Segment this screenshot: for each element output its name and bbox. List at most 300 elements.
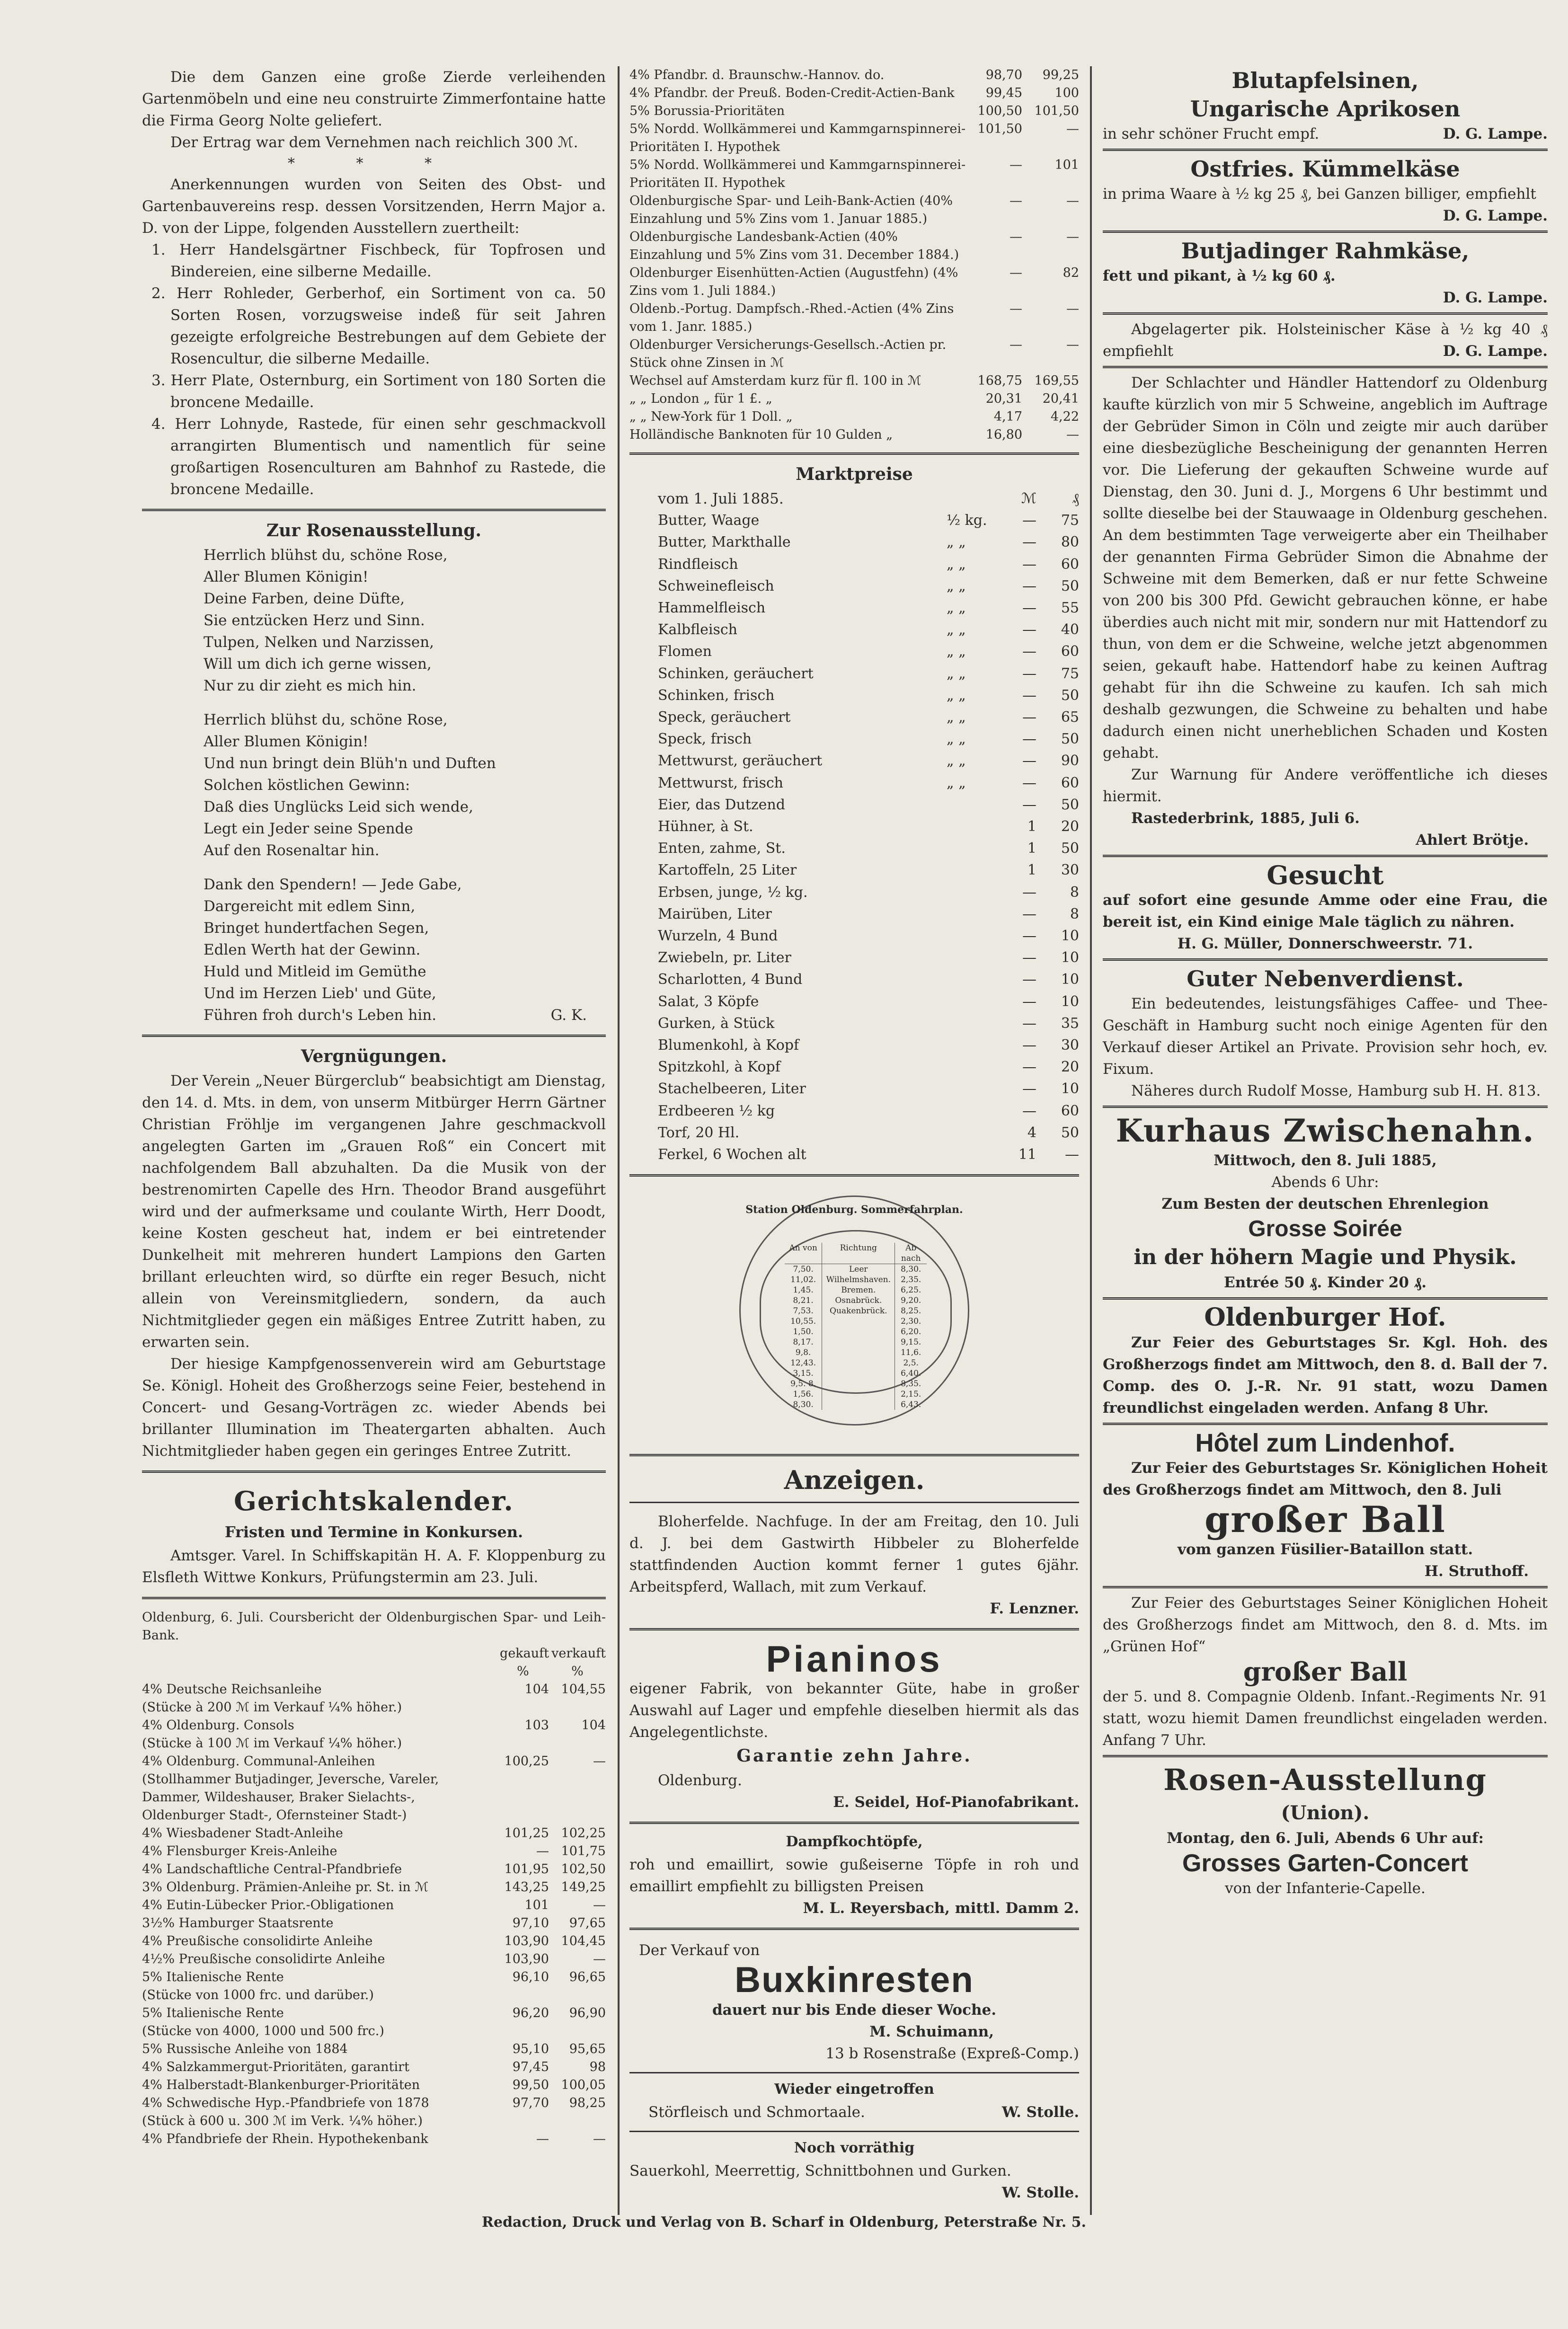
stamp-col-header: An von	[785, 1243, 822, 1264]
bond-sold	[549, 1771, 606, 1824]
market-mark: 1	[1027, 818, 1036, 835]
market-item: Butter, Waage	[658, 512, 760, 529]
bond-name: 5% Italienische Rente	[142, 1970, 284, 1984]
ad-buxkin-text: dauert nur bis Ende dieser Woche.	[712, 2001, 997, 2019]
coursbericht-table	[142, 1645, 606, 1681]
bond-bought: —	[1010, 337, 1022, 352]
column-rule	[1090, 66, 1092, 2215]
market-pfennig: 55	[1061, 600, 1079, 617]
marktpreise-rows	[629, 510, 1079, 1166]
market-unit: ½ kg.	[947, 512, 987, 529]
market-mark: —	[1022, 731, 1036, 748]
ad-signature: E. Seidel, Hof-Pianofabrikant.	[833, 1794, 1079, 1811]
bond-row	[629, 372, 1079, 390]
bond-bought: 97,10	[512, 1916, 549, 1931]
bond-bought: —	[1010, 158, 1022, 172]
bond-name: 4% Salzkammergut-Prioritäten, garantirt	[142, 2060, 409, 2074]
stamp-departures: 8,30. 2,35. 6,25. 9,20. 8,25. 2,30. 6,20. 9,15. 11,6. 2,5. 6,40. 8,35. 2,15. 6,43.	[895, 1264, 927, 1410]
poem-title: Zur Rosenausstellung.	[266, 521, 482, 540]
ad-lindenhof	[1103, 1429, 1548, 1588]
bond-row	[142, 1932, 606, 1950]
bond-name: Oldenburger Versicherungs-Gesellsch.-Actien pr. Stück ohne Zinsen in ℳ	[629, 337, 947, 370]
bond-bought: 97,45	[512, 2060, 549, 2074]
market-row	[629, 597, 1079, 619]
ad-text: vom ganzen Füsilier-Bataillon statt.	[1177, 1541, 1473, 1558]
bond-name: Wechsel auf Amsterdam kurz für fl. 100 in ℳ	[629, 373, 921, 388]
market-pfennig: 30	[1061, 862, 1079, 879]
marktpreise-subtitle: vom 1. Juli 1885.	[658, 490, 784, 507]
market-pfennig: 60	[1061, 643, 1079, 660]
bond-sold: 101,75	[561, 1844, 606, 1859]
market-item: Rindfleisch	[658, 556, 738, 573]
bond-name: 4% Deutsche Reichsanleihe	[142, 1682, 322, 1697]
vergnuegungen-paragraph: Der hiesige Kampfgenossenverein wird am Geburtstage Se. Königl. Hoheit des Großherzogs seine Feier, bestehend in Concert- und Gesang-Vorträgen zc. wieder Abends bei brillanter Illumination im Theatergarten abhalten. Auch Nichtmitglieder haben gegen ein geringes Entree Zutritt.	[142, 1355, 606, 1460]
market-item: Hühner, à St.	[658, 818, 753, 835]
bond-row	[629, 390, 1079, 408]
ad-text: Näheres durch Rudolf Mosse, Hamburg sub H. H. 813.	[1131, 1082, 1541, 1099]
bond-bought: 97,70	[512, 2096, 549, 2110]
stamp-timetable	[760, 1230, 952, 1410]
divider	[629, 1454, 1079, 1456]
market-item: Scharlotten, 4 Bund	[658, 971, 803, 988]
bond-row	[629, 300, 1079, 336]
market-mark: —	[1022, 1059, 1036, 1076]
market-pfennig: 50	[1061, 577, 1079, 594]
poem-line: Solchen köstlichen Gewinn:	[204, 777, 410, 794]
bond-bought: —	[1010, 301, 1022, 316]
market-row	[629, 947, 1079, 969]
ertrag-paragraph: Der Ertrag war dem Vernehmen nach reichlich 300 ℳ.	[170, 134, 578, 151]
market-item: Ferkel, 6 Wochen alt	[658, 1146, 806, 1163]
ad-title: Oldenburger Hof.	[1204, 1303, 1446, 1332]
poem-line: Aller Blumen Königin!	[204, 733, 369, 750]
market-mark: —	[1022, 577, 1036, 594]
market-mark: —	[1022, 534, 1036, 551]
bond-bought	[497, 2112, 549, 2130]
bond-bought	[497, 1735, 549, 1753]
vergnuegungen-title: Vergnügungen.	[301, 1046, 447, 1066]
market-unit	[947, 1056, 1003, 1078]
market-item: Stachelbeeren, Liter	[658, 1080, 806, 1098]
market-item: Mettwurst, frisch	[658, 774, 784, 791]
bond-name: 4% Halberstadt-Blankenburger-Prioritäten	[142, 2078, 420, 2092]
bond-row	[629, 264, 1079, 300]
anzeigen-title: Anzeigen.	[784, 1465, 925, 1496]
market-unit: „ „	[947, 534, 966, 551]
bond-bought: 4,17	[993, 409, 1022, 424]
bond-bought: 96,10	[512, 1970, 549, 1984]
poem-line: Tulpen, Nelken und Narzissen,	[204, 634, 434, 651]
market-row	[629, 707, 1079, 728]
poem-signature: G. K.	[550, 1007, 587, 1024]
bond-bought: —	[1010, 194, 1022, 208]
ad-pianinos-town: Oldenburg.	[658, 1772, 742, 1789]
market-item: Schinken, geräuchert	[658, 665, 814, 682]
ad-bloherfelde: Bloherfelde. Nachfuge. In der am Freitag, den 10. Juli d. J. bei dem Gastwirth Hibbeler zu Bloherfelde stattfindenden Auction kommt ferner 1 gutes 6jähr. Arbeitspferd, Wallach, mit zum Verkauf.	[629, 1513, 1079, 1596]
bond-name: (Stollhammer Butjadinger, Jeversche, Vareler, Dammer, Wildeshauser, Braker Sielachts-, Oldenburger Stadt-, Ofernsteiner Stadt-)	[142, 1772, 439, 1823]
bond-bought: —	[1010, 230, 1022, 244]
bond-row	[629, 408, 1079, 426]
bond-bought: —	[536, 2132, 549, 2146]
poem-line: Auf den Rosenaltar hin.	[204, 842, 380, 859]
ad-text: Abgelagerter pik. Holsteinischer Käse à ½ kg 40 ₰ empfiehlt	[1103, 321, 1548, 360]
market-mark: —	[1022, 774, 1036, 791]
col-header: verkauft	[551, 1646, 606, 1661]
bond-row	[629, 84, 1079, 102]
bond-name: Oldenb.-Portug. Dampfsch.-Rhed.-Actien (4% Zins vom 1. Janr. 1885.)	[629, 301, 954, 334]
market-unit: „ „	[947, 556, 966, 573]
market-item: Butter, Markthalle	[658, 534, 791, 551]
bond-bought: 143,25	[504, 1880, 549, 1895]
bond-row	[142, 1824, 606, 1842]
bond-bought: 103,90	[504, 1934, 549, 1948]
ad-wieder-title: Wieder eingetroffen	[774, 2081, 934, 2098]
bond-bought: 95,10	[512, 2042, 549, 2056]
ad-signature: D. G. Lampe.	[1443, 289, 1548, 306]
market-mark: —	[1022, 709, 1036, 726]
market-unit: „ „	[947, 709, 966, 726]
bond-bought: 101,50	[977, 122, 1022, 136]
market-unit: „ „	[947, 731, 966, 748]
market-item: Wurzeln, 4 Bund	[658, 928, 778, 945]
market-unit	[947, 1035, 1003, 1056]
divider	[629, 1822, 1079, 1824]
market-pfennig: 50	[1061, 731, 1079, 748]
ad-text: Ein bedeutendes, leistungsfähiges Caffee- und Thee-Geschäft in Hamburg sucht noch einige Agenten für den Verkauf dieser Artikel an Private. Provision sehr hoch, ev. Fixum.	[1103, 995, 1548, 1078]
timetable-stamp	[739, 1195, 969, 1426]
market-row	[629, 728, 1079, 750]
market-row	[629, 750, 1079, 772]
ad-title: Ostfries. Kümmelkäse	[1190, 156, 1460, 182]
bond-bought: 99,45	[985, 86, 1022, 100]
market-unit	[947, 794, 1003, 816]
poem-line: Dank den Spendern! — Jede Gabe,	[204, 876, 462, 893]
market-row	[629, 1144, 1079, 1166]
market-mark: —	[1022, 1080, 1036, 1098]
bond-row	[142, 1735, 606, 1753]
bond-row	[142, 2094, 606, 2112]
bond-sold	[549, 1699, 606, 1717]
market-row	[629, 794, 1079, 816]
ad-kuemmelkaese	[1103, 155, 1548, 233]
bond-sold	[549, 1986, 606, 2004]
divider	[142, 1470, 606, 1473]
bond-sold: 100,05	[561, 2078, 606, 2092]
col-header: %	[571, 1664, 584, 1679]
market-mark: —	[1022, 600, 1036, 617]
market-mark: 4	[1027, 1124, 1036, 1141]
ad-signature: M. Schuimann,	[869, 2023, 994, 2041]
bond-sold: 169,55	[1034, 373, 1079, 388]
divider	[142, 1035, 606, 1037]
market-unit: „ „	[947, 577, 966, 594]
ad-text: Zur Feier des Geburtstages Seiner Königlichen Hoheit des Großherzogs findet am Mittwoch, den 8. d. Mts. im „Grünen Hof“	[1103, 1594, 1548, 1655]
market-row	[629, 838, 1079, 859]
market-pfennig: 90	[1061, 753, 1079, 770]
bond-row	[142, 2022, 606, 2040]
col-header: gekauft	[500, 1646, 549, 1661]
col-header: ₰	[1072, 490, 1079, 507]
bond-sold: 95,65	[569, 2042, 606, 2056]
market-unit: „ „	[947, 665, 966, 682]
ad-title: Blutapfelsinen,	[1231, 68, 1419, 93]
bond-sold: 99,25	[1042, 68, 1079, 82]
ad-title: Rosen-Ausstellung	[1163, 1762, 1487, 1797]
market-item: Spitzkohl, à Kopf	[658, 1059, 780, 1076]
gerichtskalender-subtitle: Fristen und Termine in Konkursen.	[224, 1523, 523, 1541]
bond-row	[629, 120, 1079, 156]
bond-row	[142, 1986, 606, 2004]
bond-row	[142, 1842, 606, 1860]
market-pfennig: 60	[1061, 1102, 1079, 1119]
ad-holsteinischer	[1103, 319, 1548, 368]
stamp-directions: Leer Wilhelmshaven. Bremen. Osnabrück. Quakenbrück.	[822, 1264, 895, 1410]
bond-name: 4% Preußische consolidirte Anleihe	[142, 1934, 373, 1948]
market-unit	[947, 1078, 1003, 1100]
bond-sold: —	[1066, 230, 1079, 244]
bond-sold: —	[593, 1952, 606, 1966]
ad-oldenburger-hof	[1103, 1303, 1548, 1425]
market-unit	[947, 947, 1003, 969]
market-pfennig: 8	[1070, 905, 1079, 922]
market-pfennig: 30	[1061, 1037, 1079, 1054]
bond-bought: 101	[524, 1898, 549, 1913]
market-unit: „ „	[947, 753, 966, 770]
poem	[142, 544, 606, 1026]
column-3	[1103, 66, 1548, 1899]
bond-name: (Stücke von 1000 frc. und darüber.)	[142, 1988, 374, 2002]
market-unit	[947, 925, 1003, 947]
bond-name: 5% Italienische Rente	[142, 2006, 284, 2020]
ad-ball: großer Ball	[1205, 1498, 1446, 1541]
poem-line: Legt ein Jeder seine Spende	[204, 820, 413, 837]
market-row	[629, 859, 1079, 881]
bond-bought	[497, 1699, 549, 1717]
ad-signature: D. G. Lampe.	[1443, 343, 1548, 360]
bond-sold: —	[593, 1898, 606, 1913]
market-mark: —	[1022, 1102, 1036, 1119]
bond-row	[142, 1717, 606, 1735]
bond-row	[629, 102, 1079, 120]
market-unit	[947, 1100, 1003, 1122]
market-mark: —	[1022, 687, 1036, 704]
bond-sold: 104	[581, 1718, 606, 1733]
bond-sold: 98	[589, 2060, 606, 2074]
bond-row	[142, 2004, 606, 2022]
ad-pianinos-text: eigener Fabrik, von bekannter Güte, habe in großer Auswahl auf Lager und empfehle dieselben hiermit als das Angelegentlichste.	[629, 1680, 1079, 1741]
bond-name: (Stücke von 4000, 1000 und 500 frc.)	[142, 2024, 384, 2038]
ad-kurhaus	[1103, 1112, 1548, 1300]
bond-name: 4% Pfandbr. d. Braunschw.-Hannov. do.	[629, 68, 885, 82]
market-unit	[947, 1144, 1003, 1166]
bond-row	[142, 1860, 606, 1878]
poem-line: Führen froh durch's Leben hin.	[204, 1007, 437, 1024]
market-mark: —	[1022, 993, 1036, 1010]
marktpreise-table	[629, 488, 1079, 510]
ad-entree: Entrée 50 ₰. Kinder 20 ₰.	[1223, 1274, 1427, 1291]
ad-title: Ungarische Aprikosen	[1190, 96, 1461, 122]
poem-line: Huld und Mitleid im Gemüthe	[204, 963, 426, 980]
ad-text: fett und pikant, à ½ kg 60 ₰.	[1103, 267, 1336, 284]
bond-sold: 82	[1063, 266, 1079, 280]
ad-noch-text: Sauerkohl, Meerrettig, Schnittbohnen und Gurken.	[629, 2162, 1011, 2180]
bond-sold: —	[593, 1754, 606, 1769]
poem-line: Sie entzücken Herz und Sinn.	[204, 612, 425, 629]
poem-line: Bringet hundertfachen Segen,	[204, 920, 429, 937]
bond-name: Holländische Banknoten für 10 Gulden „	[629, 427, 893, 442]
market-unit	[947, 859, 1003, 881]
market-row	[629, 641, 1079, 663]
bond-sold: 104,45	[561, 1934, 606, 1948]
bond-sold: 101	[1054, 158, 1079, 172]
ad-soiree: Grosse Soirée	[1248, 1216, 1402, 1241]
bond-bought	[497, 1771, 549, 1824]
stamp-title: Station Oldenburg. Sommerfahrplan.	[745, 1204, 963, 1216]
market-mark: —	[1022, 665, 1036, 682]
bond-row	[142, 2040, 606, 2058]
market-pfennig: 75	[1061, 665, 1079, 682]
divider	[142, 509, 606, 511]
bond-bought: —	[1010, 266, 1022, 280]
bond-name: „ „ New-York für 1 Doll. „	[629, 409, 793, 424]
gerichtskalender-title: Gerichtskalender.	[234, 1486, 514, 1517]
bond-name: 5% Nordd. Wollkämmerei und Kammgarnspinnerei-Prioritäten II. Hypothek	[629, 158, 966, 190]
market-row	[629, 772, 1079, 794]
bond-sold: —	[1066, 122, 1079, 136]
ad-warnung	[1103, 372, 1548, 857]
market-item: Speck, frisch	[658, 731, 752, 748]
bond-row	[142, 1771, 606, 1824]
poem-line: Herrlich blühst du, schöne Rose,	[204, 711, 448, 728]
bond-name: 4% Oldenburg. Communal-Anleihen	[142, 1754, 375, 1769]
ad-time: Abends 6 Uhr:	[1271, 1174, 1379, 1191]
bond-name: 4% Pfandbr. der Preuß. Boden-Credit-Actien-Bank	[629, 86, 955, 100]
ad-buxkin-pre: Der Verkauf von	[639, 1942, 760, 1959]
market-pfennig: 60	[1061, 774, 1079, 791]
bond-sold: 149,25	[561, 1880, 606, 1895]
market-mark: —	[1022, 621, 1036, 638]
market-unit: „ „	[947, 621, 966, 638]
market-row	[629, 991, 1079, 1013]
market-unit	[947, 1122, 1003, 1144]
poem-line: Und nun bringt dein Blüh'n und Duften	[204, 755, 496, 772]
award-item: 2. Herr Rohleder, Gerberhof, ein Sortiment von ca. 50 Sorten Rosen, vorzugsweise indeß für seit Jahren gezeigte erfolgreiche Bestrebungen auf dem Gebiete der Rosencultur, die silberne Medaille.	[151, 285, 606, 367]
award-item: 1. Herr Handelsgärtner Fischbeck, für Topfrosen und Bindereien, eine silberne Medaille.	[151, 241, 606, 280]
bond-sold	[549, 2112, 606, 2130]
market-mark: —	[1022, 905, 1036, 922]
poem-line: Will um dich ich gerne wissen,	[204, 655, 432, 673]
market-item: Salat, 3 Köpfe	[658, 993, 759, 1010]
market-item: Flomen	[658, 643, 712, 660]
bond-name: 4½% Preußische consolidirte Anleihe	[142, 1952, 385, 1966]
ad-text: Zur Feier des Geburtstages Sr. Kgl. Hoh. des Großherzogs findet am Mittwoch, den 8. d. Ball der 7. Comp. des O. J.-R. Nr. 91 statt, wozu Damen freundlichst eingeladen werden. Anfang 8 Uhr.	[1103, 1334, 1548, 1417]
market-unit	[947, 1013, 1003, 1035]
market-unit	[947, 882, 1003, 903]
bond-sold: 98,25	[569, 2096, 606, 2110]
divider	[629, 2072, 1079, 2073]
bond-bought: 96,20	[512, 2006, 549, 2020]
bond-name: (Stücke à 100 ℳ im Verkauf ¼% höher.)	[142, 1736, 402, 1751]
ad-text: in der höhern Magie und Physik.	[1134, 1245, 1517, 1269]
market-row	[629, 510, 1079, 531]
bond-name: 4% Schwedische Hyp.-Pfandbriefe von 1878	[142, 2096, 429, 2110]
bond-row	[142, 1968, 606, 1986]
market-pfennig: 10	[1061, 949, 1079, 966]
divider	[629, 1174, 1079, 1177]
market-item: Schweinefleisch	[658, 577, 774, 594]
ad-concert: Grosses Garten-Concert	[1182, 1850, 1468, 1877]
market-unit	[947, 969, 1003, 991]
ad-date: Mittwoch, den 8. Juli 1885,	[1214, 1152, 1437, 1169]
bond-sold: 20,41	[1042, 391, 1079, 406]
bond-sold: 97,65	[569, 1916, 606, 1931]
market-item: Mettwurst, geräuchert	[658, 753, 823, 770]
market-row	[629, 531, 1079, 553]
bond-sold: —	[593, 2132, 606, 2146]
market-pfennig: 10	[1061, 928, 1079, 945]
ad-signature: F. Lenzner.	[990, 1600, 1079, 1618]
intro-paragraph: Die dem Ganzen eine große Zierde verleihenden Gartenmöbeln und eine neu construirte Zimmerfontaine hatte die Firma Georg Nolte geliefert.	[142, 69, 606, 129]
bond-bought: 100,50	[977, 104, 1022, 118]
bond-name: 4% Wiesbadener Stadt-Anleihe	[142, 1826, 343, 1841]
bond-name: (Stück à 600 u. 300 ℳ im Verk. ¼% höher.)	[142, 2114, 423, 2128]
ad-date: Montag, den 6. Juli, Abends 6 Uhr auf:	[1167, 1830, 1484, 1847]
market-row	[629, 576, 1079, 597]
col-header: %	[517, 1664, 529, 1679]
bond-name: 5% Nordd. Wollkämmerei und Kammgarnspinnerei-Prioritäten I. Hypothek	[629, 122, 966, 154]
gerichtskalender-text: Amtsger. Varel. In Schiffskapitän H. A. F. Kloppenburg zu Elsfleth Wittwe Konkurs, Prüfungstermin am 23. Juli.	[142, 1547, 606, 1586]
ad-signature: D. G. Lampe.	[1443, 207, 1548, 224]
bond-bought: 16,80	[985, 427, 1022, 442]
market-mark: —	[1022, 796, 1036, 813]
ad-text: von der Infanterie-Capelle.	[1225, 1880, 1426, 1897]
bond-name: „ „ London „ für 1 £. „	[629, 391, 772, 406]
market-unit: „ „	[947, 600, 966, 617]
market-mark: —	[1022, 1037, 1036, 1054]
ad-buxkin-address: 13 b Rosenstraße (Expreß-Comp.)	[825, 2045, 1079, 2063]
ad-pianinos-title: Pianinos	[766, 1638, 943, 1680]
market-row	[629, 663, 1079, 685]
ad-rosen-ausstellung	[1103, 1761, 1548, 1899]
market-pfennig: 75	[1061, 512, 1079, 529]
ad-title: Gesucht	[1267, 860, 1384, 890]
bond-sold: 101,50	[1034, 104, 1079, 118]
imprint-footer: Redaction, Druck und Verlag von B. Scharf in Oldenburg, Peterstraße Nr. 5.	[482, 2214, 1086, 2231]
market-pfennig: 40	[1061, 621, 1079, 638]
market-mark: —	[1022, 1015, 1036, 1032]
market-row	[629, 816, 1079, 838]
market-pfennig: 50	[1061, 1124, 1079, 1141]
ad-gesucht	[1103, 861, 1548, 961]
bond-name: 5% Borussia-Prioritäten	[629, 104, 785, 118]
poem-line: Und im Herzen Lieb' und Güte,	[204, 985, 436, 1002]
bond-sold: —	[1066, 427, 1079, 442]
divider	[629, 452, 1079, 455]
ad-signature: D. G. Lampe.	[1443, 125, 1548, 142]
bond-name: Oldenburgische Spar- und Leih-Bank-Actien (40% Einzahlung und 5% Zins vom 1. Januar 1885.)	[629, 194, 953, 226]
col-header: ℳ	[1021, 490, 1036, 507]
bond-name: 3% Oldenburg. Prämien-Anleihe pr. St. in ℳ	[142, 1880, 429, 1895]
market-item: Blumenkohl, à Kopf	[658, 1037, 799, 1054]
divider	[629, 2131, 1079, 2132]
market-pfennig: 20	[1061, 818, 1079, 835]
market-mark: —	[1022, 971, 1036, 988]
ad-text: in prima Waare à ½ kg 25 ₰, bei Ganzen billiger, empfiehlt	[1103, 186, 1536, 203]
bond-name: (Stücke à 200 ℳ im Verkauf ¼% höher.)	[142, 1700, 402, 1715]
market-row	[629, 882, 1079, 903]
market-item: Erbsen, junge, ½ kg.	[658, 884, 808, 901]
market-mark: —	[1022, 556, 1036, 573]
